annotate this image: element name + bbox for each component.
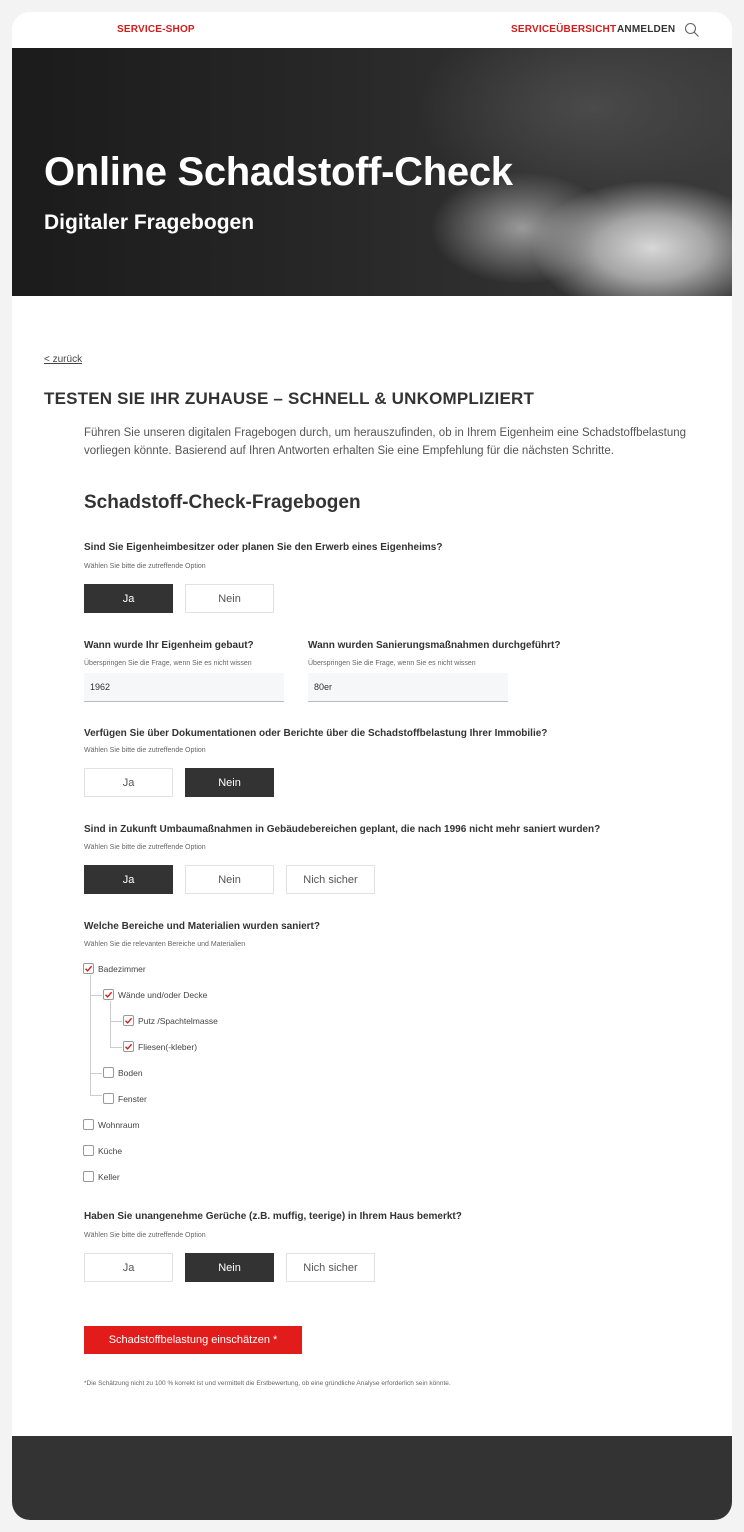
checkbox-living-room[interactable]: [83, 1119, 139, 1130]
odors-no-button[interactable]: Nein: [185, 1253, 274, 1282]
page-frame: [12, 12, 732, 1520]
page-footer: [12, 1436, 732, 1520]
question-odors-hint: Wählen Sie bitte die zutreffende Option: [84, 1232, 206, 1239]
homeowner-yes-button[interactable]: Ja: [84, 584, 173, 613]
question-odors-label: Haben Sie unangenehme Gerüche (z.B. muffig, teerige) in Ihrem Haus bemerkt?: [84, 1211, 462, 1222]
renovation-plans-no-button[interactable]: Nein: [185, 865, 274, 894]
search-icon[interactable]: [684, 22, 700, 38]
checkbox-window[interactable]: [103, 1093, 147, 1104]
back-link[interactable]: < zurück: [44, 354, 83, 365]
tree-line: [110, 1047, 122, 1048]
checkbox-label: Putz /Spachtelmasse: [138, 1015, 218, 1026]
checkbox-label: Wände und/oder Decke: [118, 989, 208, 1000]
tree-line: [110, 1021, 122, 1022]
hero-banner: [12, 48, 732, 296]
tree-line: [110, 1001, 111, 1047]
nav-service-overview-link[interactable]: SERVICEÜBERSICHT: [511, 24, 617, 35]
checkbox-bathroom[interactable]: [83, 963, 146, 974]
question-build-year-label: Wann wurde Ihr Eigenheim gebaut?: [84, 640, 254, 651]
homeowner-no-button[interactable]: Nein: [185, 584, 274, 613]
renovation-plans-unsure-button[interactable]: Nich sicher: [286, 865, 375, 894]
section-headline: TESTEN SIE IHR ZUHAUSE – SCHNELL & UNKOMPLIZIERT: [44, 389, 535, 408]
question-renovation-plans-hint: Wählen Sie bitte die zutreffende Option: [84, 844, 206, 851]
odors-yes-button[interactable]: Ja: [84, 1253, 173, 1282]
checkbox-empty-icon[interactable]: [83, 1171, 94, 1182]
tree-line: [90, 995, 102, 996]
checkbox-label: Boden: [118, 1067, 143, 1078]
documentation-yes-button[interactable]: Ja: [84, 768, 173, 797]
question-build-year-hint: Überspringen Sie die Frage, wenn Sie es nicht wissen: [84, 660, 252, 667]
odors-unsure-button[interactable]: Nich sicher: [286, 1253, 375, 1282]
checkbox-basement[interactable]: [83, 1171, 120, 1182]
build-year-input[interactable]: 1962: [84, 673, 284, 702]
checkbox-checked-icon[interactable]: [103, 989, 114, 1000]
checkbox-label: Badezimmer: [98, 963, 146, 974]
checkbox-checked-icon[interactable]: [123, 1015, 134, 1026]
question-renovation-hint: Überspringen Sie die Frage, wenn Sie es nicht wissen: [308, 660, 476, 667]
question-renovation-plans-label: Sind in Zukunft Umbaumaßnahmen in Gebäudebereichen geplant, die nach 1996 nicht mehr saniert wurden?: [84, 824, 601, 835]
hero-title: Online Schadstoff-Check: [44, 150, 513, 194]
checkbox-label: Fenster: [118, 1093, 147, 1104]
checkbox-label: Küche: [98, 1145, 123, 1156]
checkbox-floor[interactable]: [103, 1067, 143, 1078]
form-title: Schadstoff-Check-Fragebogen: [84, 492, 361, 513]
checkbox-walls-ceiling[interactable]: [103, 989, 207, 1000]
question-documentation-label: Verfügen Sie über Dokumentationen oder Berichte über die Schadstoffbelastung Ihrer Immobilie?: [84, 728, 548, 739]
hero-subtitle: Digitaler Fragebogen: [44, 211, 255, 234]
checkbox-label: Wohnraum: [98, 1119, 140, 1130]
tree-line: [90, 1095, 102, 1096]
documentation-no-button[interactable]: Nein: [185, 768, 274, 797]
question-documentation-hint: Wählen Sie bitte die zutreffende Option: [84, 747, 206, 754]
checkbox-empty-icon[interactable]: [83, 1145, 94, 1156]
checkbox-empty-icon[interactable]: [103, 1067, 114, 1078]
footnote-text: *Die Schätzung nicht zu 100 % korrekt ist und vermittelt die Erstbewertung, ob eine gründliche Analyse erforderlich sein könnte.: [84, 1380, 451, 1387]
question-areas-hint: Wählen Sie die relevanten Bereiche und Materialien: [84, 941, 246, 948]
question-homeowner-hint: Wählen Sie bitte die zutreffende Option: [84, 563, 206, 570]
checkbox-empty-icon[interactable]: [103, 1093, 114, 1104]
question-renovation-label: Wann wurden Sanierungsmaßnahmen durchgeführt?: [308, 640, 561, 651]
nav-login-link[interactable]: ANMELDEN: [617, 24, 676, 35]
nav-service-shop-link[interactable]: SERVICE-SHOP: [117, 24, 195, 35]
checkbox-label: Fliesen(-kleber): [138, 1041, 198, 1052]
tree-line: [90, 975, 91, 1095]
question-areas-label: Welche Bereiche und Materialien wurden saniert?: [84, 921, 320, 932]
checkbox-checked-icon[interactable]: [123, 1041, 134, 1052]
question-homeowner-label: Sind Sie Eigenheimbesitzer oder planen Sie den Erwerb eines Eigenheims?: [84, 542, 443, 553]
top-navigation: [12, 12, 732, 48]
tree-line: [90, 1073, 102, 1074]
checkbox-label: Keller: [98, 1171, 120, 1182]
checkbox-checked-icon[interactable]: [83, 963, 94, 974]
renovation-plans-yes-button[interactable]: Ja: [84, 865, 173, 894]
intro-text: Führen Sie unseren digitalen Fragebogen durch, um herauszufinden, ob in Ihrem Eigenheim eine Schadstoffbelastung vorliegen könnte. Basierend auf Ihren Antworten erhalten Sie eine Empfehlung für die nächsten Schritte.: [84, 427, 687, 457]
checkbox-plaster[interactable]: [123, 1015, 218, 1026]
checkbox-empty-icon[interactable]: [83, 1119, 94, 1130]
checkbox-kitchen[interactable]: [83, 1145, 122, 1156]
renovation-year-input[interactable]: 80er: [308, 673, 508, 702]
submit-button[interactable]: Schadstoffbelastung einschätzen *: [84, 1326, 302, 1354]
checkbox-tiles[interactable]: [123, 1041, 197, 1052]
